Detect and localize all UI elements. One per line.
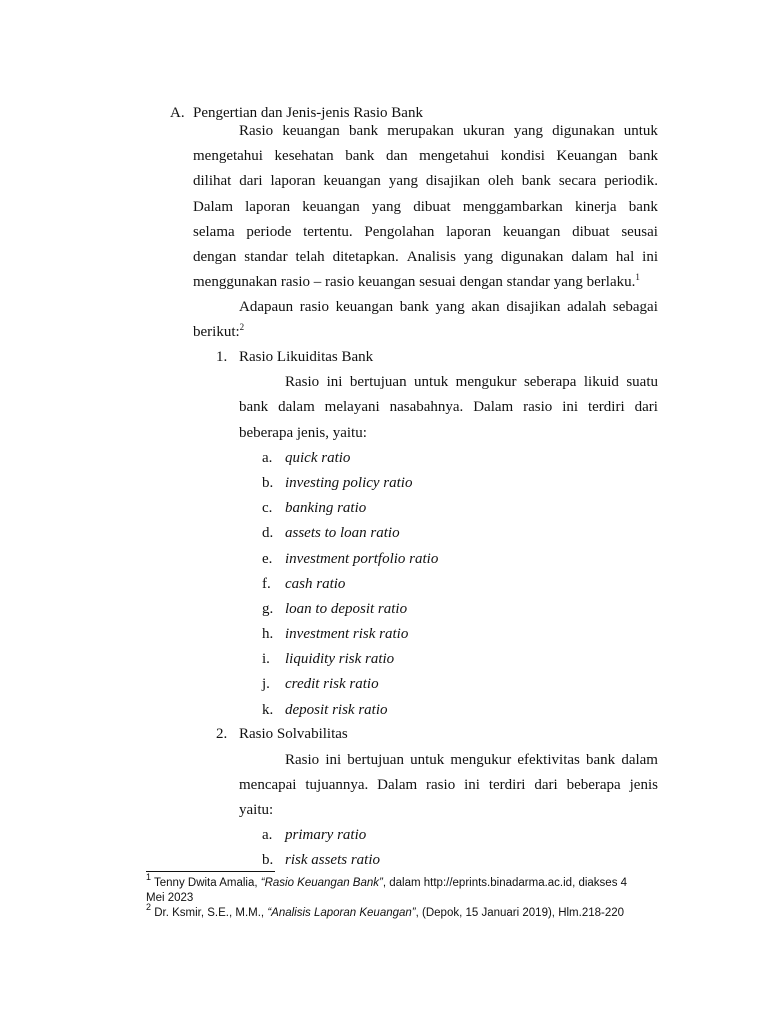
footnote-ref-2: 2	[239, 322, 245, 332]
section-title: Pengertian dan Jenis-jenis Rasio Bank	[193, 105, 423, 121]
paragraph-types-line	[239, 298, 658, 316]
word: seusai	[621, 223, 658, 240]
footnote-ref-1: 1	[635, 272, 640, 282]
word: mengetahui	[419, 148, 490, 165]
word: digunakan	[552, 123, 615, 139]
paragraph-intro-line	[193, 198, 658, 216]
paragraph-intro-line	[193, 248, 658, 266]
list1-item-letter: i.	[262, 651, 270, 668]
list1-number: 1.	[216, 349, 228, 365]
word: tertentu.	[303, 223, 353, 240]
word: dari	[534, 777, 558, 794]
word: Rasio	[239, 123, 274, 139]
word: Pengolahan	[364, 223, 435, 240]
list1-item-text: deposit risk ratio	[285, 701, 388, 718]
word: mengetahui	[193, 148, 263, 165]
word: terdiri	[587, 399, 625, 416]
word: laporan	[270, 173, 316, 190]
word: efektivitas	[517, 752, 580, 768]
list1-item-letter: j.	[262, 676, 270, 693]
list1-item-letter: c.	[262, 500, 273, 517]
list2-item-text: primary ratio	[285, 827, 367, 843]
word: bank	[239, 399, 269, 416]
list2-description-last-line: yaitu:	[239, 802, 274, 818]
word: kondisi	[500, 148, 545, 165]
list1-item-letter: e.	[262, 550, 273, 567]
word: bank	[628, 148, 658, 165]
word: disajikan	[506, 299, 561, 315]
paragraph-intro-line	[193, 172, 658, 190]
list1-item-letter: k.	[262, 701, 274, 718]
word: mengukur	[450, 752, 512, 768]
word: beberapa	[566, 777, 621, 794]
word: disajikan	[425, 173, 481, 190]
word: yang	[388, 173, 418, 190]
word: keuangan	[323, 173, 381, 190]
word: terdiri	[488, 777, 526, 794]
word: rasio	[426, 777, 456, 794]
word: yang	[435, 299, 465, 315]
word: sebagai	[612, 299, 658, 315]
word: laporan	[245, 198, 291, 215]
word: telah	[295, 249, 325, 265]
list1-item-text: credit risk ratio	[285, 676, 379, 693]
word: bank	[345, 148, 375, 165]
list2-description-line	[239, 776, 658, 794]
word: dibuat	[572, 223, 610, 240]
word: bank	[628, 198, 658, 215]
word: yang	[371, 198, 402, 215]
list1-item-text: liquidity risk ratio	[285, 651, 395, 668]
list1-item-text: cash ratio	[285, 575, 346, 592]
word: keuangan	[282, 123, 340, 139]
word: dalam	[621, 752, 658, 768]
list1-item-letter: b.	[262, 475, 274, 492]
word: likuid	[583, 374, 619, 390]
word: adalah	[567, 299, 607, 315]
word: ini	[642, 249, 658, 265]
word: laporan	[446, 223, 492, 240]
word: dan	[385, 148, 408, 165]
word: merupakan	[387, 123, 454, 139]
word: bertujuan	[347, 752, 404, 768]
word: untuk	[414, 374, 449, 390]
word: mengukur	[455, 374, 517, 390]
list2-item-text: risk assets ratio	[285, 852, 381, 869]
paragraph-intro-line	[239, 122, 658, 140]
list2-item-letter: a.	[262, 827, 273, 843]
list1-item-text: assets to loan ratio	[285, 525, 400, 542]
word: Dalam	[473, 399, 514, 416]
list1-item-letter: a.	[262, 450, 273, 466]
word: keuangan	[302, 198, 360, 215]
footnote-1: $^1$ Tenny Dwita Amalia, “Rasio Keuangan Bank”, dalam http://eprints.binadarma.ac.id, diakses 4	[146, 872, 628, 889]
list1-description-line	[285, 373, 658, 391]
word: Keuangan	[556, 148, 618, 165]
word: Adapaun	[239, 299, 294, 315]
word: standar	[244, 249, 288, 265]
word: akan	[471, 299, 500, 315]
word: Analisis	[406, 249, 456, 265]
word: dari	[239, 173, 263, 190]
list2-item-letter: b.	[262, 852, 274, 869]
word: dalam	[278, 399, 315, 416]
list2-title: Rasio Solvabilitas	[239, 726, 348, 742]
word: ini	[325, 752, 342, 768]
word: dengan	[193, 249, 237, 265]
list1-item-text: investment portfolio ratio	[285, 550, 439, 567]
word: digunakan	[500, 249, 564, 265]
word: yang	[513, 123, 543, 139]
word: bank	[521, 173, 551, 190]
list1-item-text: investment risk ratio	[285, 626, 409, 643]
word: seberapa	[523, 374, 577, 390]
word: bertujuan	[349, 374, 407, 390]
word: untuk	[410, 752, 445, 768]
word: bank	[348, 123, 379, 139]
word: jenis	[629, 777, 658, 794]
word: keuangan	[502, 223, 561, 240]
word: yang	[463, 249, 493, 265]
list1-item-letter: h.	[262, 626, 274, 643]
list1-description-last-line: beberapa jenis, yaitu:	[239, 425, 367, 441]
word: ditetapkan.	[332, 249, 399, 265]
paragraph-intro-last-line: menggunakan rasio – rasio keuangan sesuai dengan standar yang berlaku.$^1$	[193, 272, 640, 290]
paragraph-intro-line	[193, 147, 658, 165]
word: bank	[399, 299, 429, 315]
list1-item-text: quick ratio	[285, 450, 351, 466]
word: kinerja	[574, 198, 617, 215]
footnote-separator	[146, 871, 275, 872]
word: periode	[246, 223, 292, 240]
list1-item-text: banking ratio	[285, 500, 367, 517]
word: Rasio	[285, 752, 320, 768]
word: secara	[558, 173, 597, 190]
word: rasio	[523, 399, 553, 416]
word: bank	[586, 752, 616, 768]
word: melayani	[324, 399, 380, 416]
list2-number: 2.	[216, 726, 228, 742]
list1-item-text: investing policy ratio	[285, 475, 413, 492]
word: Dalam	[377, 777, 418, 794]
word: ini	[326, 374, 343, 390]
word: untuk	[623, 123, 658, 139]
word: hal	[615, 249, 635, 265]
section-marker: A.	[170, 105, 185, 121]
word: dalam	[571, 249, 608, 265]
paragraph-types-last-line: berikut:$^2$	[193, 322, 245, 340]
word: Rasio	[285, 374, 320, 390]
word: keuangan	[335, 299, 394, 315]
word: mencapai	[239, 777, 297, 794]
list1-item-text: loan to deposit ratio	[285, 600, 408, 617]
word: periodik.	[604, 173, 658, 190]
word: dibuat	[413, 198, 451, 215]
word: kesehatan	[274, 148, 334, 165]
word: ini	[562, 399, 579, 416]
word: ukuran	[463, 123, 505, 139]
list1-title: Rasio Likuiditas Bank	[239, 349, 374, 365]
word: ini	[464, 777, 480, 794]
list1-item-letter: g.	[262, 600, 274, 617]
word: Dalam	[193, 198, 233, 215]
word: dari	[634, 399, 658, 416]
footnote-2: $^2$ Dr. Ksmir, S.E., M.M., “Analisis Laporan Keuangan”, (Depok, 15 Januari 2019), Hlm.218-220	[146, 902, 625, 919]
word: selama	[193, 223, 235, 240]
list1-description-line	[239, 398, 658, 416]
word: oleh	[487, 173, 514, 190]
list2-description-line	[285, 751, 658, 769]
footnote-1-continued: Mei 2023	[146, 892, 194, 904]
word: suatu	[626, 374, 658, 390]
word: dilihat	[193, 173, 232, 190]
word: nasabahnya.	[389, 399, 464, 416]
word: tujuannya.	[305, 777, 369, 794]
word: rasio	[299, 299, 329, 315]
paragraph-intro-line	[193, 223, 658, 241]
list1-item-letter: d.	[262, 525, 274, 542]
list1-item-letter: f.	[262, 575, 271, 592]
word: menggambarkan	[462, 198, 563, 215]
